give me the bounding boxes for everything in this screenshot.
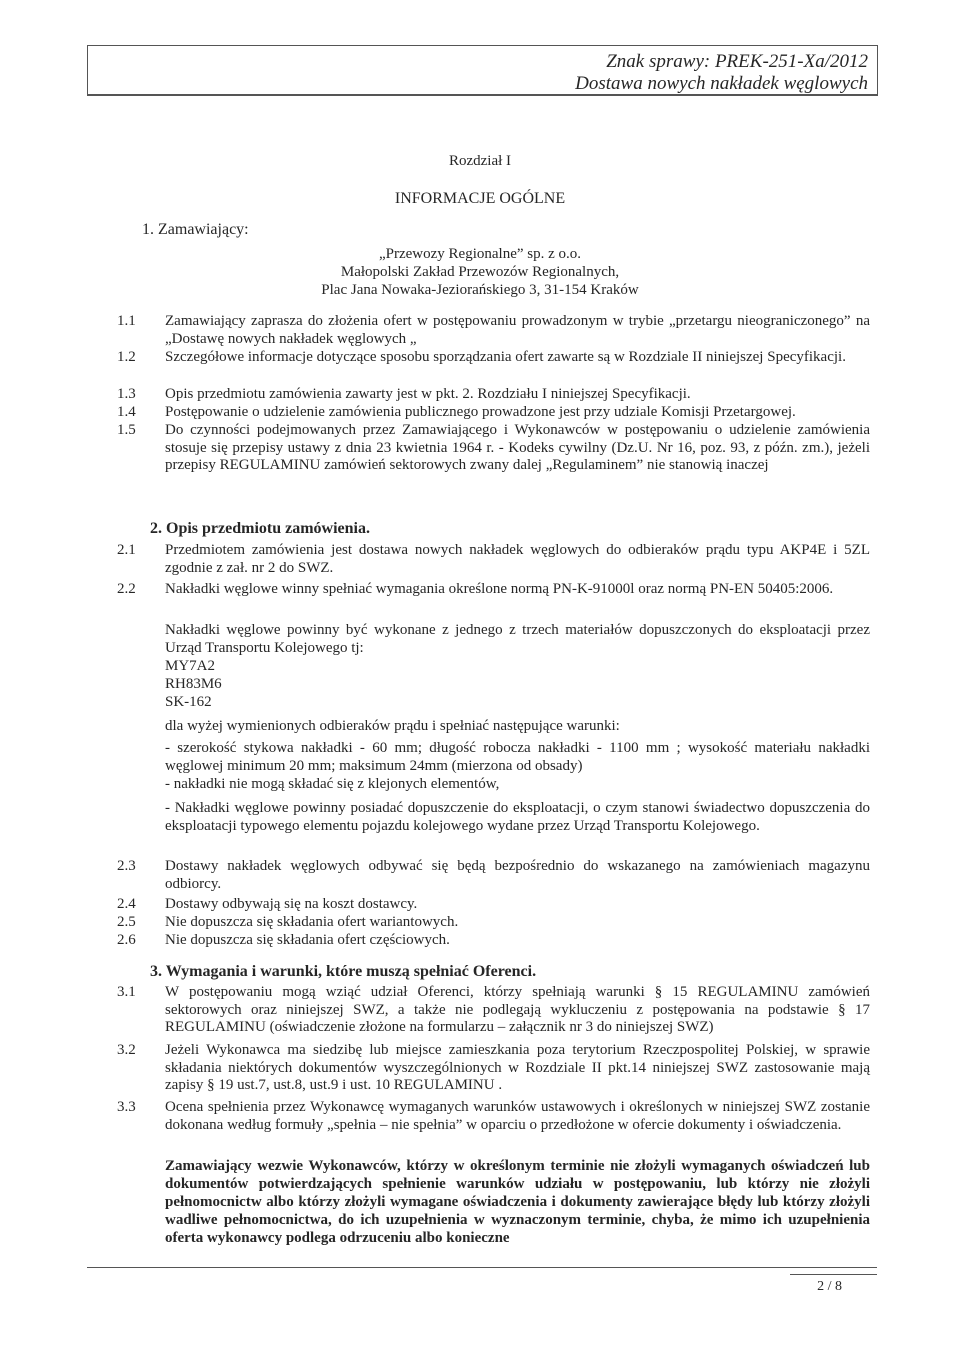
item-number: 2.5 (117, 914, 136, 930)
item-text: Dostawy odbywają się na koszt dostawcy. (165, 896, 418, 912)
requirement-dimensions: - szerokość stykowa nakładki - 60 mm; długość robocza nakładki - 1100 mm ; wysokość materiału nakładki węglowej minimum 20 mm; maksimum 24mm (mierzona od obsady) (165, 740, 870, 774)
org-address: Plac Jana Nowaka-Jeziorańskiego 3, 31-154 Kraków (321, 282, 639, 298)
item-text: Nie dopuszcza się składania ofert wariantowych. (165, 914, 459, 930)
document-subject: Dostawa nowych nakładek węglowych (575, 73, 868, 94)
item-number: 2.3 (117, 858, 136, 874)
material-item: RH83M6 (165, 676, 222, 692)
notice-paragraph: Zamawiający wezwie Wykonawców, którzy w określonym terminie nie złożyli wymaganych oświadczeń lub dokumentów potwierdzających spełnienie warunków udziału w postępowaniu, lub którzy nie złożyli pełnomocnictw albo którzy złożyli wymagane oświadczenia i dokumenty zawierające błędy lub którzy złożyli wadliwe pełnomocnictwa, do ich uzupełnienia w wyznaczonym terminie, chyba, że mimo ich uzupełnienia oferta wykonawcy podlega odrzuceniu albo konieczne (165, 1158, 870, 1246)
item-text: Postępowanie o udzielenie zamówienia publicznego prowadzone jest przy udziale Komisji Przetargowej. (165, 404, 796, 420)
item-number: 1.1 (117, 313, 136, 329)
footer-rule (87, 1267, 877, 1268)
paragraph: dla wyżej wymienionych odbieraków prądu i spełniać następujące warunki: (165, 718, 620, 734)
header-rule (87, 95, 878, 96)
page-number: 2 / 8 (817, 1279, 842, 1294)
case-number: Znak sprawy: PREK-251-Xa/2012 (606, 51, 868, 72)
chapter-title: Rozdział I (448, 153, 512, 169)
item-text: Opis przedmiotu zamówienia zawarty jest w pkt. 2. Rozdziału I niniejszej Specyfikacji. (165, 386, 691, 402)
paragraph: Nakładki węglowe powinny być wykonane z jednego z trzech materiałów dopuszczonych do eksploatacji przez Urząd Transportu Kolejowego tj: (165, 622, 870, 656)
material-item: SK-162 (165, 694, 212, 710)
item-text: W postępowaniu mogą wziąć udział Oferenci, którzy spełniają warunki § 15 REGULAMINU zamówień sektorowych oraz niniejszej SWZ, a także nie podlegają wykluczeniu z postępowania na podstawie § 17 REGULAMINU (oświadczenie złożone na formularzu – załącznik nr 3 do niniejszej SWZ) (165, 984, 870, 1035)
item-text: Przedmiotem zamówienia jest dostawa nowych nakładek węglowych do odbieraków prądu typu AKP4E i 5ZL zgodnie z zał. nr 2 do SWZ. (165, 542, 870, 576)
item-text: Do czynności podejmowanych przez Zamawiającego i Wykonawców w postępowaniu o udzielenie zamówienia stosuje się przepisy ustawy z dnia 23 kwietnia 1964 r. - Kodeks cywilny (Dz.U. Nr 16, poz. 93, z późn. zm.), jeżeli przepisy REGULAMINU zamówień sektorowych zwany dalej „Regulaminem” nie stanowią inaczej (165, 422, 870, 473)
section-3-heading: 3. Wymagania i warunki, które muszą spełniać Oferenci. (150, 963, 537, 980)
item-number: 1.2 (117, 349, 136, 365)
item-text: Zamawiający zaprasza do złożenia ofert w postępowaniu prowadzonym w trybie „przetargu nieograniczonego” na „Dostawę nowych nakładek węglowych „ (165, 313, 870, 347)
item-number: 2.6 (117, 932, 136, 948)
item-text: Nakładki węglowe winny spełniać wymagania określone normą PN-K-91000l oraz normą PN-EN 50405:2006. (165, 581, 834, 597)
material-item: MY7A2 (165, 658, 216, 674)
item-number: 1.3 (117, 386, 136, 402)
item-number: 2.1 (117, 542, 136, 558)
chapter-subtitle: INFORMACJE OGÓLNE (394, 190, 566, 207)
item-number: 3.2 (117, 1042, 136, 1058)
item-text: Jeżeli Wykonawca ma siedzibę lub miejsce zamieszkania poza terytorium Rzeczpospolitej Polskiej, w sprawie składania niektórych dokumentów wyszczególnionych w Rozdziale II pkt.14 niniejszej SWZ zastosowanie mają zapisy § 19 ust.7, ust.8, ust.9 i ust. 10 REGULAMINU . (165, 1042, 870, 1093)
section-2-heading: 2. Opis przedmiotu zamówienia. (150, 520, 370, 537)
item-text: Szczegółowe informacje dotyczące sposobu sporządzania ofert zawarte są w Rozdziale II niniejszej Specyfikacji. (165, 349, 846, 365)
item-number: 1.4 (117, 404, 136, 420)
footer-rule-short (790, 1274, 877, 1275)
item-number: 2.2 (117, 581, 136, 597)
section-1-heading: 1. Zamawiający: (142, 221, 249, 238)
org-unit: Małopolski Zakład Przewozów Regionalnych, (340, 264, 620, 280)
org-name: „Przewozy Regionalne” sp. z o.o. (378, 246, 582, 262)
item-text: Dostawy nakładek węglowych odbywać się będą bezpośrednio do wskazanego na zamówieniach magazynu odbiorcy. (165, 858, 870, 892)
item-text: Nie dopuszcza się składania ofert częściowych. (165, 932, 450, 948)
item-number: 2.4 (117, 896, 136, 912)
requirement-no-glued: - nakładki nie mogą składać się z klejonych elementów, (165, 776, 500, 792)
item-number: 3.1 (117, 984, 136, 1000)
item-number: 3.3 (117, 1099, 136, 1115)
item-number: 1.5 (117, 422, 136, 438)
item-text: Ocena spełnienia przez Wykonawcę wymaganych warunków ustawowych i określonych w niniejszej SWZ zostanie dokonana według formuły „spełnia – nie spełnia” w oparciu o przedłożone w ofercie dokumenty i oświadczenia. (165, 1099, 870, 1133)
requirement-approval: - Nakładki węglowe powinny posiadać dopuszczenie do eksploatacji, o czym stanowi świadectwo dopuszczenia do eksploatacji typowego elementu pojazdu kolejowego wydane przez Urząd Transportu Kolejowego. (165, 800, 870, 834)
